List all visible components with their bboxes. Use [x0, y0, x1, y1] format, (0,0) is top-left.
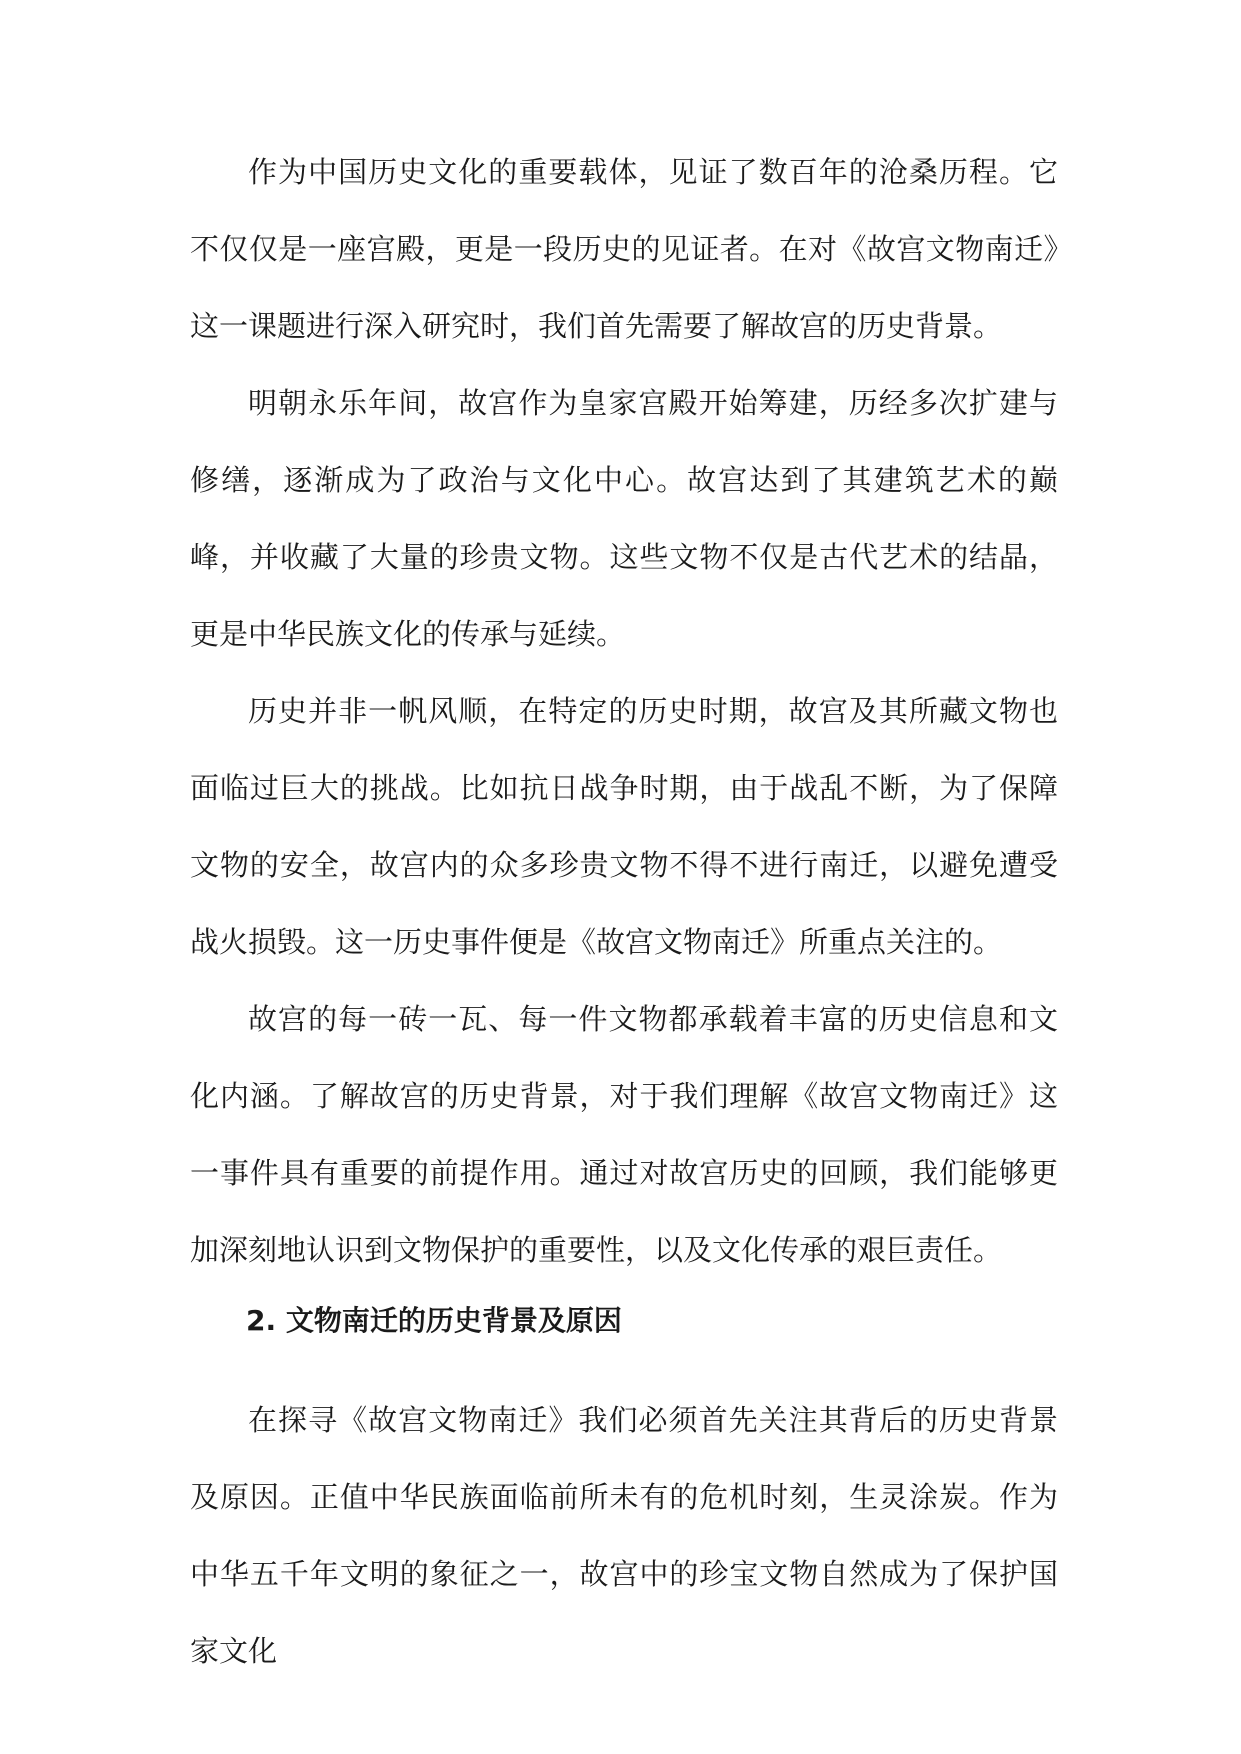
paragraph-wartime-challenge: 历史并非一帆风顺，在特定的历史时期，故宫及其所藏文物也面临过巨大的挑战。比如抗日战争时期，由于战乱不断，为了保障文物的安全，故宫内的众多珍贵文物不得不进行南迁，以避免遭受战火损毁。这一历史事件便是《故宫文物南迁》所重点关注的。	[190, 694, 1058, 959]
paragraph-cultural-significance: 故宫的每一砖一瓦、每一件文物都承载着丰富的历史信息和文化内涵。了解故宫的历史背景，对于我们理解《故宫文物南迁》这一事件具有重要的前提作用。通过对故宫历史的回顾，我们能够更加深刻地认识到文物保护的重要性，以及文化传承的艰巨责任。	[190, 1002, 1058, 1267]
paragraph-section-intro: 在探寻《故宫文物南迁》我们必须首先关注其背后的历史背景及原因。正值中华民族面临前所未有的危机时刻，生灵涂炭。作为中华五千年文明的象征之一，故宫中的珍宝文物自然成为了保护国家文化	[190, 1403, 1058, 1668]
paragraph-ming-dynasty: 明朝永乐年间，故宫作为皇家宫殿开始筹建，历经多次扩建与修缮，逐渐成为了政治与文化中心。故宫达到了其建筑艺术的巅峰，并收藏了大量的珍贵文物。这些文物不仅是古代艺术的结晶，更是中华民族文化的传承与延续。	[190, 386, 1058, 651]
body-text-bottom	[190, 1382, 1058, 1690]
section-heading: 2. 文物南迁的历史背景及原因	[246, 1304, 622, 1337]
paragraph-history-intro: 作为中国历史文化的重要载体，见证了数百年的沧桑历程。它不仅仅是一座宫殿，更是一段历史的见证者。在对《故宫文物南迁》这一课题进行深入研究时，我们首先需要了解故宫的历史背景。	[190, 155, 1058, 343]
body-text-top	[190, 134, 1058, 1289]
